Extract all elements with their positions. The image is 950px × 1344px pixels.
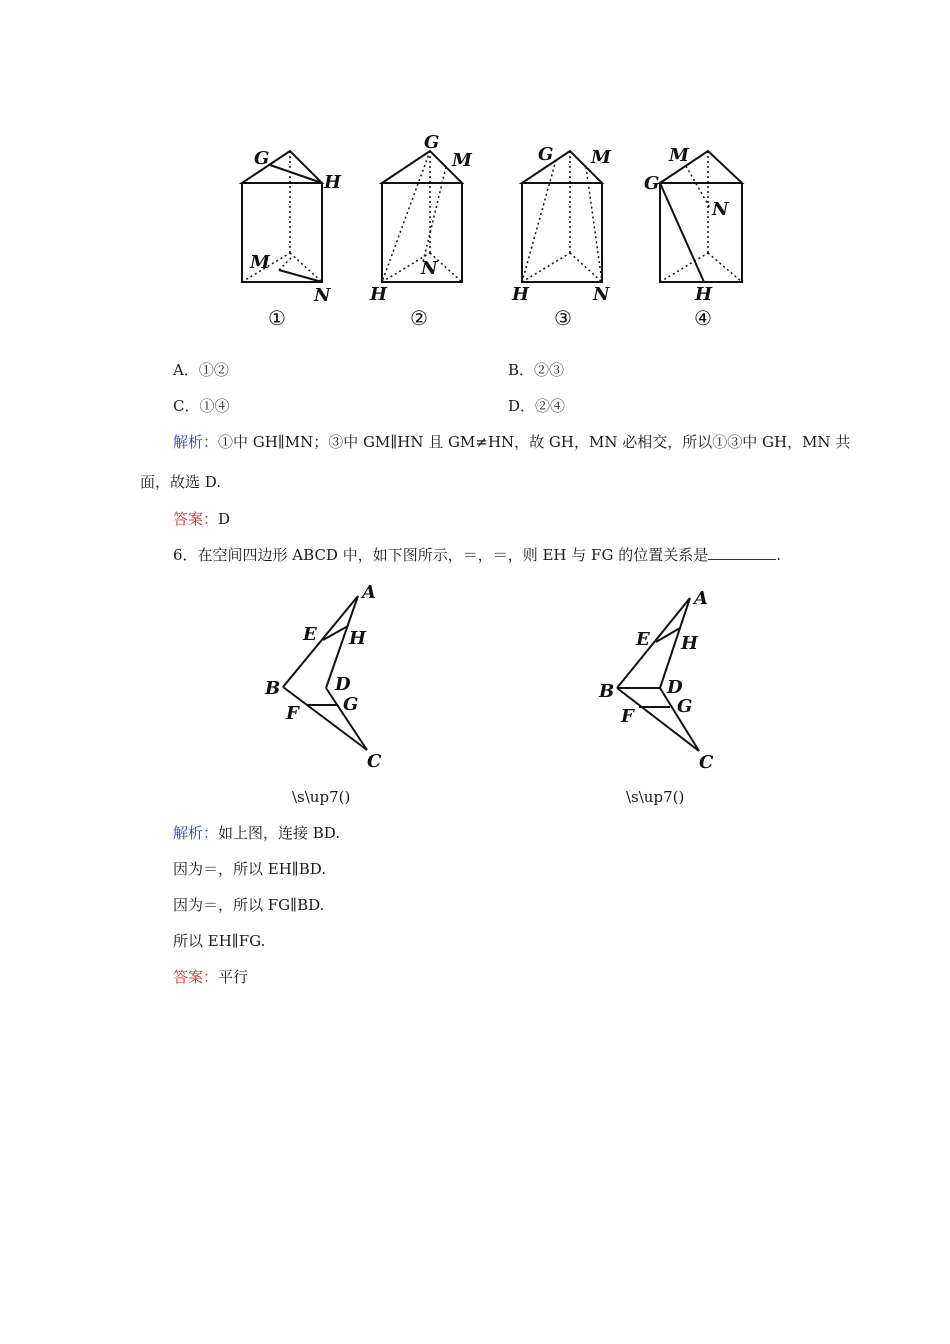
solution-text: 如上图，连接 BD. [218,824,341,842]
solution-label: 解析： [173,433,219,451]
prism-4-label: H [695,284,713,305]
q6-stem-end: . [776,546,781,564]
prism-1-label: G [254,148,270,169]
q6-solution-line1 [173,823,340,843]
q6-stem [173,545,781,565]
prism-3-number: ③ [554,306,572,330]
option-d: D．②④ [508,397,566,415]
prism-2-number: ② [410,306,428,330]
prism-3 [522,151,602,282]
option-a: A．①② [173,361,229,379]
quadrilateral-right [617,598,699,751]
prism-1-label: H [324,172,342,193]
prism-3-label: H [512,284,530,305]
answer-label: 答案： [173,968,219,986]
vertex-a-label: A [694,588,708,609]
q6-answer [173,967,248,987]
vertex-d-label: D [667,677,683,698]
point-f-label: F [621,706,634,727]
prism-4-label: N [712,199,729,220]
prism-3-label: M [591,147,611,168]
quadrilateral-left [283,596,367,750]
prism-2-label: H [370,284,388,305]
point-e-label: E [303,624,317,645]
point-e-label: E [636,629,650,650]
prism-4-label: M [669,145,689,166]
prism-4-number: ④ [694,306,712,330]
prism-2-label: N [421,258,438,279]
vertex-b-label: B [599,681,615,702]
answer-value: 平行 [218,968,249,986]
prism-2-label: G [424,132,440,153]
solution-text: ①中 GH∥MN；③中 GM∥HN 且 GM≠HN，故 GH，MN 必相交，所以①③中 GH，MN 共 [218,433,851,451]
vertex-a-label: A [362,582,376,603]
point-h-label: H [349,628,367,649]
q5-solution-line1 [173,432,850,452]
quadrilateral-figure [0,580,950,775]
point-h-label: H [681,633,699,654]
point-g-label: G [343,694,359,715]
prism-1-label: M [250,252,270,273]
q6-solution-line2: 因为＝，所以 EH∥BD. [173,860,327,878]
answer-label: 答案： [173,510,219,528]
prism-1-number: ① [268,306,286,330]
option-c: C．①④ [173,397,230,415]
prism-3-label: G [538,144,554,165]
q5-solution-line2: 面，故选 D. [140,473,222,491]
prism-4-label: G [644,173,660,194]
point-g-label: G [677,696,693,717]
figure-caption-left: \s\up7() [292,788,351,806]
vertex-c-label: C [699,752,714,773]
q6-stem-text: 6．在空间四边形 ABCD 中，如下图所示，＝，＝，则 EH 与 FG 的位置关系是 [173,546,709,564]
answer-value: D [218,510,231,528]
solution-label: 解析： [173,824,219,842]
q5-answer [173,509,230,529]
answer-blank [708,545,776,560]
point-f-label: F [286,703,299,724]
prism-4 [660,151,742,282]
option-b: B．②③ [508,361,565,379]
q6-solution-line4: 所以 EH∥FG. [173,932,266,950]
vertex-b-label: B [265,678,281,699]
vertex-d-label: D [335,674,351,695]
q6-solution-line3: 因为＝，所以 FG∥BD. [173,896,325,914]
prism-figure [0,125,950,340]
prism-1-label: N [314,285,331,306]
figure-caption-right: \s\up7() [626,788,685,806]
prism-2-label: M [452,150,472,171]
prism-3-label: N [593,284,610,305]
vertex-c-label: C [367,751,382,772]
